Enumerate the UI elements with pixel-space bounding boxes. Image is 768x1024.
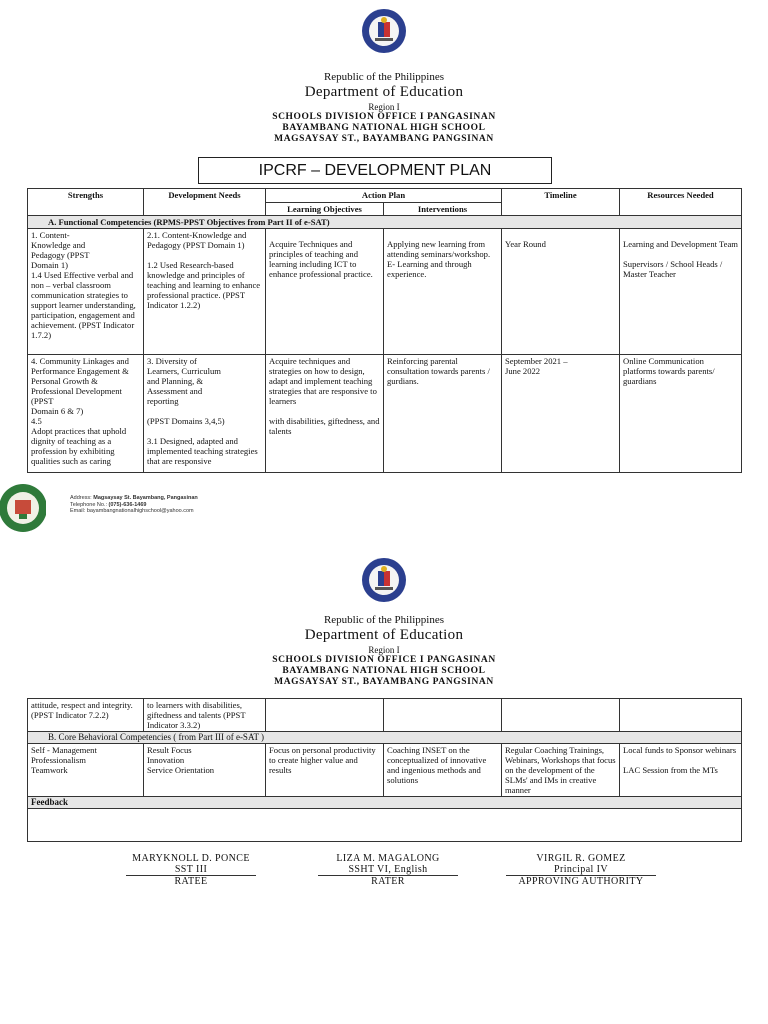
row3-interventions: Coaching INSET on the conceptualized of innovative and ingenious methods and solutions bbox=[384, 744, 502, 797]
ratee-role: RATEE bbox=[126, 875, 256, 887]
section-b-heading: B. Core Behavioral Competencies ( from Part III of e-SAT ) bbox=[28, 732, 742, 744]
row2-timeline: September 2021 – June 2022 bbox=[502, 355, 620, 473]
feedback-box bbox=[28, 809, 742, 842]
deped-seal-icon bbox=[361, 8, 407, 54]
row2-interventions: Reinforcing parental consultation towards parents / gurdians. bbox=[384, 355, 502, 473]
signature-ratee bbox=[126, 853, 256, 887]
row3-needs: Result Focus Innovation Service Orientation bbox=[144, 744, 266, 797]
footer-telephone-label: Telephone No.: bbox=[70, 501, 107, 508]
school-line-page2: BAYAMBANG NATIONAL HIGH SCHOOL bbox=[282, 666, 486, 676]
footer-telephone: (075)-636-1469 bbox=[108, 501, 147, 508]
approver-role: APPROVING AUTHORITY bbox=[506, 875, 656, 887]
header-interventions: Interventions bbox=[384, 203, 502, 216]
row2-resources: Online Communication platforms towards parents/ guardians bbox=[620, 355, 742, 473]
row3-objectives: Focus on personal productivity to create higher value and results bbox=[266, 744, 384, 797]
header-action-plan: Action Plan bbox=[266, 189, 502, 203]
department-line-page2: Department of Education bbox=[304, 627, 464, 643]
row1-resources: Learning and Development Team Supervisors / School Heads / Master Teacher bbox=[620, 229, 742, 355]
row3-strengths: Self - Management Professionalism Teamwork bbox=[28, 744, 144, 797]
row3-timeline: Regular Coaching Trainings, Webinars, Workshops that focus on the development of the SLMs' and IMs in creative manner bbox=[502, 744, 620, 797]
row1-objectives: Acquire Techniques and principles of teaching and learning including ICT to enhance professional practice. bbox=[266, 229, 384, 355]
row2-objectives: Acquire techniques and strategies on how to design, adapt and implement teaching strategies that are responsive to learners with disabilities, giftedness, and talents bbox=[266, 355, 384, 473]
development-plan-table bbox=[27, 188, 742, 473]
rater-role: RATER bbox=[318, 875, 458, 887]
header-learning-objectives: Learning Objectives bbox=[266, 203, 384, 216]
school-line: BAYAMBANG NATIONAL HIGH SCHOOL bbox=[282, 123, 486, 133]
row1-needs: 2.1. Content-Knowledge and Pedagogy (PPST Domain 1) 1.2 Used Research-based knowledge and principles of teaching and learning to enhance professional practice. (PPST Indicator 1.2.2) bbox=[144, 229, 266, 355]
header-resources: Resources Needed bbox=[620, 189, 742, 216]
footer-address: Magsaysay St. Bayambang, Pangasinan bbox=[93, 495, 198, 501]
division-line: SCHOOLS DIVISION OFFICE I PANGASINAN bbox=[272, 112, 496, 122]
division-line-page2: SCHOOLS DIVISION OFFICE I PANGASINAN bbox=[272, 655, 496, 665]
school-logo-icon bbox=[0, 482, 46, 534]
cont-empty-2 bbox=[384, 699, 502, 732]
cont-needs: to learners with disabilities, giftedness and talents (PPST Indicator 3.3.2) bbox=[144, 699, 266, 732]
footer-address-label: Address: bbox=[70, 495, 92, 501]
rater-name: LIZA M. MAGALONG bbox=[336, 853, 440, 864]
republic-line: Republic of the Philippines bbox=[323, 71, 445, 83]
cont-empty-3 bbox=[502, 699, 620, 732]
page-title: IPCRF – DEVELOPMENT PLAN bbox=[198, 157, 552, 184]
signature-approving-authority bbox=[506, 853, 656, 887]
region-line-page2: Region I bbox=[368, 645, 400, 655]
header-development-needs: Development Needs bbox=[144, 189, 266, 216]
cont-empty-4 bbox=[620, 699, 742, 732]
rater-position: SSHT VI, English bbox=[348, 864, 428, 875]
footer-email-label: Email: bbox=[70, 508, 86, 514]
cont-strengths: attitude, respect and integrity. (PPST Indicator 7.2.2) bbox=[28, 699, 144, 732]
region-line: Region I bbox=[368, 102, 400, 112]
school-address-line: MAGSAYSAY ST., BAYAMBANG PANGSINAN bbox=[274, 134, 494, 144]
signature-rater bbox=[318, 853, 458, 887]
footer-contact bbox=[70, 495, 198, 515]
department-line: Department of Education bbox=[304, 84, 464, 100]
section-a-heading: A. Functional Competencies (RPMS-PPST Objectives from Part II of e-SAT) bbox=[28, 216, 742, 229]
footer-email: bayambangnationalhighschool@yahoo.com bbox=[86, 508, 194, 514]
row1-strengths: 1. Content- Knowledge and Pedagogy (PPST Domain 1) 1.4 Used Effective verbal and non – verbal classroom communication strategies to support learner understanding, participation, engagement and achievement. (PPST Indicator 1.7.2) bbox=[28, 229, 144, 355]
cont-empty-1 bbox=[266, 699, 384, 732]
approver-position: Principal IV bbox=[554, 864, 608, 875]
ratee-position: SST III bbox=[174, 864, 208, 875]
republic-line-page2: Republic of the Philippines bbox=[323, 614, 445, 626]
feedback-heading: Feedback bbox=[28, 797, 742, 809]
development-plan-table-cont bbox=[27, 698, 742, 842]
approver-name: VIRGIL R. GOMEZ bbox=[536, 853, 626, 864]
header-strengths: Strengths bbox=[28, 189, 144, 216]
row3-resources: Local funds to Sponsor webinars LAC Session from the MTs bbox=[620, 744, 742, 797]
row1-timeline: Year Round bbox=[502, 229, 620, 355]
school-address-line-page2: MAGSAYSAY ST., BAYAMBANG PANGSINAN bbox=[274, 677, 494, 687]
row1-interventions: Applying new learning from attending seminars/workshop. E- Learning and through experience. bbox=[384, 229, 502, 355]
deped-seal-icon-page2 bbox=[361, 557, 407, 603]
row2-needs: 3. Diversity of Learners, Curriculum and Planning, & Assessment and reporting (PPST Domains 3,4,5) 3.1 Designed, adapted and implemented teaching strategies that are responsive bbox=[144, 355, 266, 473]
header-timeline: Timeline bbox=[502, 189, 620, 216]
row2-strengths: 4. Community Linkages and Performance Engagement & Personal Growth & Professional Development (PPST Domain 6 & 7) 4.5 Adopt practices that uphold dignity of teaching as a profession by exhibiting qualities such as caring bbox=[28, 355, 144, 473]
ratee-name: MARYKNOLL D. PONCE bbox=[132, 853, 250, 864]
